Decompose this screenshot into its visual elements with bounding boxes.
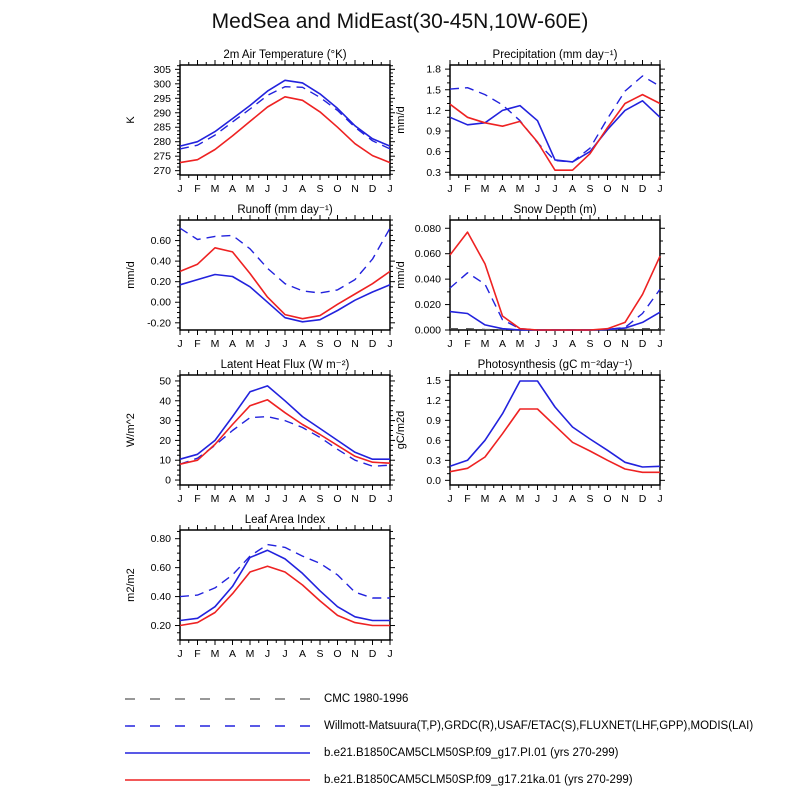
y-tick-label: 280 <box>153 136 171 149</box>
y-tick-label: 285 <box>153 121 171 134</box>
y-tick-label: -0.20 <box>147 317 171 330</box>
panel-latent-heat-flux <box>125 359 395 505</box>
legend-label-cmc: CMC 1980-1996 <box>324 693 409 705</box>
y-tick-label: 0.40 <box>150 255 171 268</box>
x-tick-label: A <box>298 648 307 660</box>
series-blue-dashed-line <box>450 273 660 330</box>
y-tick-label: 0.000 <box>414 324 441 337</box>
x-tick-label: N <box>621 183 629 195</box>
y-tick-label: 50 <box>159 375 171 388</box>
y-tick-label: 275 <box>153 150 171 163</box>
x-tick-label: J <box>177 648 183 660</box>
x-tick-label: A <box>228 183 237 195</box>
panel-title-leaf-area-index: Leaf Area Index <box>244 514 326 526</box>
x-tick-label: N <box>621 493 629 505</box>
x-tick-label: M <box>480 338 490 350</box>
x-tick-label: O <box>603 338 612 350</box>
y-tick-label: 30 <box>159 415 171 428</box>
legend-row-cmc <box>125 691 408 707</box>
x-tick-label: A <box>298 183 307 195</box>
y-tick-label: 0.020 <box>414 299 441 312</box>
x-tick-label: F <box>464 183 471 195</box>
x-tick-label: J <box>282 493 288 505</box>
x-tick-label: J <box>387 338 393 350</box>
x-tick-label: M <box>245 183 255 195</box>
x-tick-label: J <box>447 183 453 195</box>
x-tick-label: D <box>368 338 377 350</box>
y-tick-label: 0.3 <box>426 166 441 179</box>
y-tick-label: 0.20 <box>150 620 171 633</box>
x-tick-label: J <box>264 338 271 350</box>
x-tick-label: M <box>210 183 220 195</box>
y-tick-label: 0.80 <box>150 533 171 546</box>
y-tick-label: 1.5 <box>426 374 441 387</box>
y-tick-label: 1.2 <box>426 104 441 117</box>
y-tick-label: 305 <box>153 63 171 76</box>
y-tick-label: 40 <box>159 395 171 408</box>
y-tick-label: 10 <box>159 454 171 467</box>
y-tick-label: 1.2 <box>426 394 441 407</box>
x-tick-label: J <box>282 338 288 350</box>
legend-row-21ka-run <box>125 772 633 788</box>
x-tick-label: S <box>316 338 324 350</box>
x-tick-label: F <box>464 338 471 350</box>
x-tick-label: A <box>568 338 577 350</box>
x-tick-label: J <box>282 648 288 660</box>
x-tick-label: F <box>194 493 201 505</box>
x-tick-label: D <box>638 493 647 505</box>
x-tick-label: M <box>210 493 220 505</box>
y-axis-label-snow-depth: mm/d <box>395 261 407 289</box>
x-tick-label: A <box>298 338 307 350</box>
x-tick-label: J <box>552 338 558 350</box>
series-blue-solid-line <box>450 312 660 330</box>
x-tick-label: O <box>333 493 342 505</box>
x-tick-label: J <box>534 183 541 195</box>
legend-row-pi-run <box>125 745 619 761</box>
y-tick-label: 0.40 <box>150 591 171 604</box>
y-axis-label-latent-heat-flux: W/m^2 <box>125 413 137 447</box>
y-tick-label: 0.080 <box>414 222 441 235</box>
y-tick-label: 1.8 <box>426 63 441 76</box>
series-blue-dashed-line <box>450 76 660 162</box>
x-tick-label: J <box>387 493 393 505</box>
series-blue-solid-line <box>180 550 390 620</box>
series-blue-solid-line <box>180 80 390 146</box>
y-tick-label: 300 <box>153 78 171 91</box>
x-tick-label: J <box>447 338 453 350</box>
panel-title-precipitation: Precipitation (mm day⁻¹) <box>492 49 618 61</box>
legend-line-red-solid-icon <box>125 776 310 784</box>
x-tick-label: A <box>228 648 237 660</box>
series-blue-solid-line <box>450 381 660 467</box>
x-tick-label: J <box>387 183 393 195</box>
x-tick-label: J <box>387 648 393 660</box>
y-tick-label: 0.9 <box>426 414 441 427</box>
y-tick-label: 0.9 <box>426 125 441 138</box>
panel-title-snow-depth: Snow Depth (m) <box>513 204 597 216</box>
y-tick-label: 290 <box>153 107 171 120</box>
x-tick-label: S <box>316 493 324 505</box>
panel-air-temperature <box>125 49 395 195</box>
x-tick-label: F <box>194 183 201 195</box>
x-tick-label: J <box>264 648 271 660</box>
x-tick-label: A <box>568 183 577 195</box>
x-tick-label: J <box>657 493 663 505</box>
x-tick-label: J <box>282 183 288 195</box>
x-tick-label: J <box>534 493 541 505</box>
x-tick-label: J <box>264 183 271 195</box>
x-tick-label: S <box>316 183 324 195</box>
y-tick-label: 0.3 <box>426 454 441 467</box>
x-tick-label: O <box>603 493 612 505</box>
legend-label-21ka-run: b.e21.B1850CAM5CLM50SP.f09_g17.21ka.01 (yrs 270-299) <box>324 774 633 786</box>
x-tick-label: J <box>177 493 183 505</box>
y-tick-label: 0 <box>165 474 171 487</box>
x-tick-label: J <box>534 338 541 350</box>
x-tick-label: M <box>515 183 525 195</box>
x-tick-label: M <box>245 338 255 350</box>
x-tick-label: O <box>603 183 612 195</box>
y-tick-label: 0.60 <box>150 235 171 248</box>
plot-box <box>450 220 660 330</box>
panel-title-photosynthesis: Photosynthesis (gC m⁻²day⁻¹) <box>477 359 633 371</box>
x-tick-label: D <box>638 183 647 195</box>
series-red-solid-line <box>180 400 390 464</box>
x-tick-label: M <box>480 183 490 195</box>
legend-line-blue-dashed-icon <box>125 722 310 730</box>
series-blue-dashed-line <box>180 417 390 467</box>
legend-label-pi-run: b.e21.B1850CAM5CLM50SP.f09_g17.PI.01 (yrs 270-299) <box>324 747 619 759</box>
x-tick-label: J <box>177 338 183 350</box>
y-tick-label: 0.20 <box>150 276 171 289</box>
y-tick-label: 1.5 <box>426 84 441 97</box>
x-tick-label: O <box>333 183 342 195</box>
x-tick-label: J <box>552 493 558 505</box>
x-tick-label: S <box>586 183 594 195</box>
x-tick-label: A <box>568 493 577 505</box>
series-blue-solid-line <box>450 101 660 162</box>
x-tick-label: D <box>368 648 377 660</box>
y-tick-label: 0.0 <box>426 474 441 487</box>
legend-row-observations <box>125 718 753 734</box>
legend-line-black-dashed-icon <box>125 695 310 703</box>
plot-box <box>450 375 660 485</box>
x-tick-label: D <box>368 183 377 195</box>
panel-photosynthesis <box>395 359 665 505</box>
x-tick-label: N <box>351 183 359 195</box>
x-tick-label: M <box>210 648 220 660</box>
x-tick-label: S <box>316 648 324 660</box>
plot-box <box>180 375 390 485</box>
x-tick-label: F <box>194 648 201 660</box>
y-axis-label-air-temperature: K <box>125 116 137 124</box>
x-tick-label: O <box>333 648 342 660</box>
page-title: MedSea and MidEast(30-45N,10W-60E) <box>211 10 589 33</box>
series-red-solid-line <box>180 566 390 625</box>
x-tick-label: J <box>552 183 558 195</box>
x-tick-label: J <box>657 183 663 195</box>
y-axis-label-runoff: mm/d <box>125 261 137 289</box>
y-tick-label: 20 <box>159 434 171 447</box>
panel-title-runoff: Runoff (mm day⁻¹) <box>237 204 333 216</box>
legend-label-observations: Willmott-Matsuura(T,P),GRDC(R),USAF/ETAC(S),FLUXNET(LHF,GPP),MODIS(LAI) <box>324 720 754 732</box>
x-tick-label: A <box>498 183 507 195</box>
x-tick-label: A <box>228 338 237 350</box>
x-tick-label: A <box>498 493 507 505</box>
x-tick-label: M <box>515 338 525 350</box>
x-tick-label: J <box>264 493 271 505</box>
x-tick-label: S <box>586 338 594 350</box>
y-tick-label: 0.6 <box>426 434 441 447</box>
y-tick-label: 0.040 <box>414 273 441 286</box>
panel-runoff <box>125 204 395 350</box>
x-tick-label: J <box>177 183 183 195</box>
y-tick-label: 0.6 <box>426 146 441 159</box>
x-tick-label: N <box>621 338 629 350</box>
x-tick-label: M <box>480 493 490 505</box>
plot-box <box>180 65 390 175</box>
x-tick-label: F <box>464 493 471 505</box>
x-tick-label: D <box>368 493 377 505</box>
series-red-solid-line <box>450 232 660 330</box>
panel-precipitation <box>395 49 665 195</box>
x-tick-label: N <box>351 338 359 350</box>
x-tick-label: S <box>586 493 594 505</box>
series-blue-dashed-line <box>180 228 390 293</box>
x-tick-label: M <box>515 493 525 505</box>
x-tick-label: A <box>228 493 237 505</box>
x-tick-label: O <box>333 338 342 350</box>
x-tick-label: J <box>447 493 453 505</box>
x-tick-label: N <box>351 648 359 660</box>
y-tick-label: 0.060 <box>414 248 441 261</box>
x-tick-label: M <box>210 338 220 350</box>
y-axis-label-leaf-area-index: m2/m2 <box>125 568 137 602</box>
y-tick-label: 0.60 <box>150 562 171 575</box>
x-tick-label: A <box>298 493 307 505</box>
y-tick-label: 270 <box>153 165 171 178</box>
x-tick-label: M <box>245 648 255 660</box>
x-tick-label: A <box>498 338 507 350</box>
x-tick-label: J <box>657 338 663 350</box>
legend-line-blue-solid-icon <box>125 749 310 757</box>
panel-title-air-temperature: 2m Air Temperature (°K) <box>223 49 347 61</box>
x-tick-label: M <box>245 493 255 505</box>
x-tick-label: D <box>638 338 647 350</box>
x-tick-label: F <box>194 338 201 350</box>
panel-title-latent-heat-flux: Latent Heat Flux (W m⁻²) <box>220 359 350 371</box>
panel-snow-depth <box>395 204 665 350</box>
y-tick-label: 0.00 <box>150 296 171 309</box>
x-tick-label: N <box>351 493 359 505</box>
panel-leaf-area-index <box>125 514 395 660</box>
y-axis-label-precipitation: mm/d <box>395 106 407 134</box>
y-axis-label-photosynthesis: gC/m2d <box>395 410 407 450</box>
y-tick-label: 295 <box>153 92 171 105</box>
